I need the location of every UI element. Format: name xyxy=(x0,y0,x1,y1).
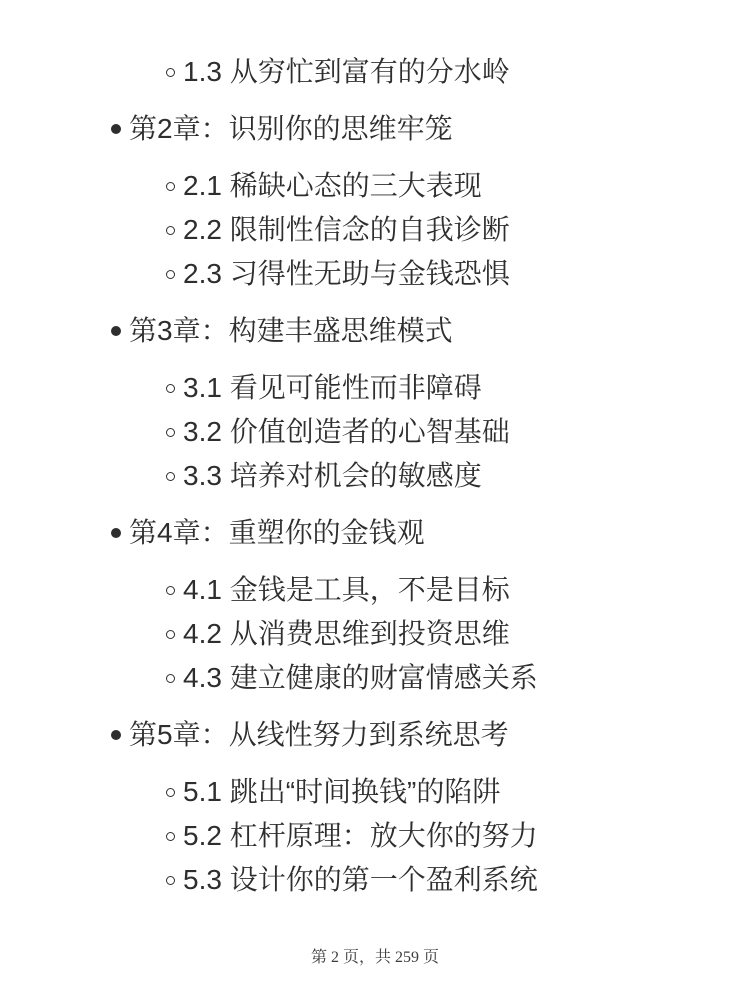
toc-chapter-item xyxy=(0,511,750,555)
toc-section-item xyxy=(0,770,750,814)
toc-chapter-title: 第3章：构建丰盛思维模式 xyxy=(129,315,453,346)
toc-section-item xyxy=(0,50,750,94)
toc-section-title: 4.2 从消费思维到投资思维 xyxy=(183,618,510,649)
toc-section-item xyxy=(0,858,750,902)
page-footer xyxy=(0,946,750,970)
toc-section-title: 5.3 设计你的第一个盈利系统 xyxy=(183,864,538,895)
circle-bullet-icon xyxy=(166,832,175,841)
circle-bullet-icon xyxy=(166,384,175,393)
toc-chapter-title: 第4章：重塑你的金钱观 xyxy=(129,517,425,548)
toc-chapter-item xyxy=(0,713,750,757)
toc-section-item xyxy=(0,208,750,252)
toc-section-title: 2.2 限制性信念的自我诊断 xyxy=(183,214,510,245)
toc-section-group xyxy=(0,164,750,296)
toc-section-title: 3.2 价值创造者的心智基础 xyxy=(183,416,510,447)
toc-section-title: 2.3 习得性无助与金钱恐惧 xyxy=(183,258,510,289)
toc-section-item xyxy=(0,656,750,700)
circle-bullet-icon xyxy=(166,68,175,77)
circle-bullet-icon xyxy=(166,788,175,797)
circle-bullet-icon xyxy=(166,876,175,885)
toc-section-item xyxy=(0,366,750,410)
toc-section-group xyxy=(0,568,750,700)
toc-section-item xyxy=(0,410,750,454)
circle-bullet-icon xyxy=(166,586,175,595)
toc-chapter-item xyxy=(0,107,750,151)
toc-section-title: 4.1 金钱是工具，不是目标 xyxy=(183,574,510,605)
toc-section-title: 3.3 培养对机会的敏感度 xyxy=(183,460,482,491)
disc-bullet-icon xyxy=(111,730,121,740)
toc-section-item xyxy=(0,814,750,858)
circle-bullet-icon xyxy=(166,226,175,235)
toc-section-title: 1.3 从穷忙到富有的分水岭 xyxy=(183,56,510,87)
toc-section-title: 5.1 跳出“时间换钱”的陷阱 xyxy=(183,776,501,807)
toc-section-item xyxy=(0,164,750,208)
toc-section-group xyxy=(0,366,750,498)
circle-bullet-icon xyxy=(166,472,175,481)
circle-bullet-icon xyxy=(166,674,175,683)
toc-section-title: 3.1 看见可能性而非障碍 xyxy=(183,372,482,403)
toc-chapter-item xyxy=(0,309,750,353)
toc-section-item xyxy=(0,612,750,656)
toc-chapter-title: 第5章：从线性努力到系统思考 xyxy=(129,719,509,750)
circle-bullet-icon xyxy=(166,630,175,639)
circle-bullet-icon xyxy=(166,182,175,191)
toc-section-item xyxy=(0,454,750,498)
toc-section-item xyxy=(0,568,750,612)
disc-bullet-icon xyxy=(111,326,121,336)
page-indicator: 第 2 页，共 259 页 xyxy=(310,949,439,966)
disc-bullet-icon xyxy=(111,124,121,134)
toc-section-title: 5.2 杠杆原理：放大你的努力 xyxy=(183,820,538,851)
toc-section-title: 4.3 建立健康的财富情感关系 xyxy=(183,662,538,693)
toc-section-title: 2.1 稀缺心态的三大表现 xyxy=(183,170,482,201)
circle-bullet-icon xyxy=(166,270,175,279)
toc-section-group xyxy=(0,50,750,94)
toc-section-group xyxy=(0,770,750,902)
disc-bullet-icon xyxy=(111,528,121,538)
toc-chapter-title: 第2章：识别你的思维牢笼 xyxy=(129,113,453,144)
circle-bullet-icon xyxy=(166,428,175,437)
toc-section-item xyxy=(0,252,750,296)
